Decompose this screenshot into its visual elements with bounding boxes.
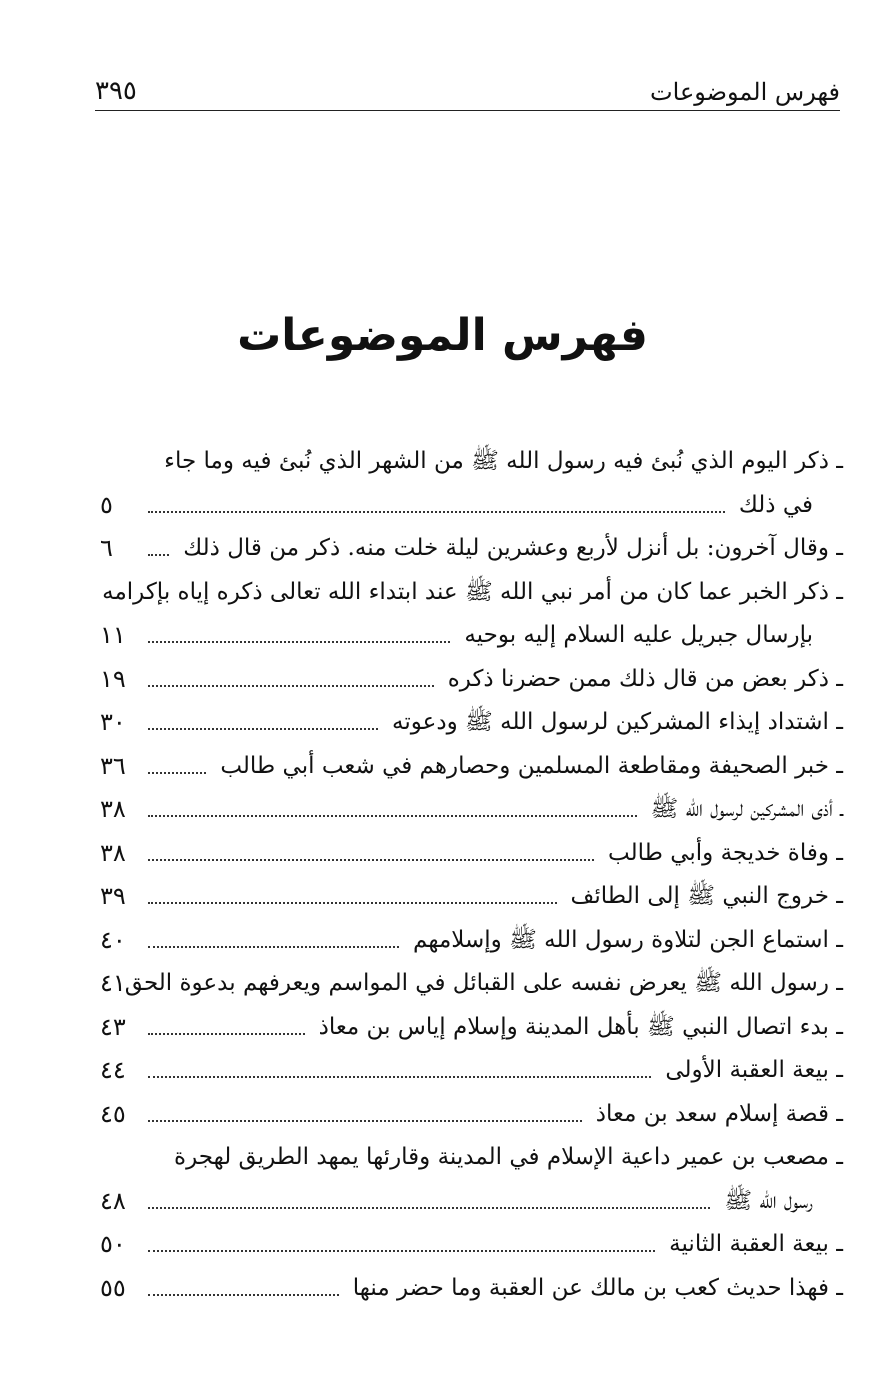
dot-leader xyxy=(148,728,378,730)
toc-entry xyxy=(100,658,843,702)
toc-page-number: ٤٣ xyxy=(100,1012,126,1041)
toc-entry xyxy=(100,1180,843,1224)
toc-entry-title: ـ بدء اتصال النبي ﷺ بأهل المدينة وإسلام إياس بن معاذ xyxy=(318,1013,843,1040)
toc-entry xyxy=(100,745,843,789)
toc-page-number: ٥٠ xyxy=(100,1230,126,1258)
toc-entry xyxy=(100,1093,843,1137)
dot-leader xyxy=(148,685,434,687)
toc-entry xyxy=(100,1006,843,1050)
dot-leader xyxy=(148,1076,651,1078)
dot-leader xyxy=(148,772,206,774)
page-title: فهرس الموضوعات xyxy=(237,310,648,361)
running-header xyxy=(95,70,840,111)
dot-leader xyxy=(148,815,637,817)
toc-entry xyxy=(100,1223,843,1267)
toc-entry xyxy=(100,614,843,658)
dot-leader xyxy=(148,641,450,643)
dot-leader xyxy=(148,1207,710,1209)
toc-page-number: ٣٠ xyxy=(100,708,126,736)
toc-page-number: ٥٥ xyxy=(100,1273,126,1302)
toc-entry-title: ـ وقال آخرون: بل أنزل لأربع وعشرين ليلة خلت منه. ذكر من قال ذلك xyxy=(183,535,843,561)
toc-entry xyxy=(100,1049,843,1093)
toc-entry xyxy=(100,701,843,745)
toc-entry xyxy=(100,440,843,484)
toc-entry-title: بإرسال جبريل عليه السلام إليه بوحيه xyxy=(464,622,813,648)
toc-page-number: ٣٨ xyxy=(100,795,126,823)
dot-leader xyxy=(148,946,399,948)
toc-entry-title: ـ فهذا حديث كعب بن مالك عن العقبة وما حضر منها xyxy=(352,1274,843,1301)
toc-entry xyxy=(100,571,843,615)
toc-entry-title: ـ رسول الله ﷺ يعرض نفسه على القبائل في المواسم ويعرفهم بدعوة الحق xyxy=(124,970,843,996)
toc-page-number: ٤١ xyxy=(100,969,126,997)
toc-entry-title: ـ خبر الصحيفة ومقاطعة المسلمين وحصارهم في شعب أبي طالب xyxy=(220,752,843,779)
toc-page-number: ١١ xyxy=(100,621,126,649)
toc-entry xyxy=(100,1136,843,1180)
table-of-contents xyxy=(100,440,843,1310)
toc-entry-title: رسول الله ﷺ xyxy=(724,1187,813,1214)
toc-entry-title: ـ خروج النبي ﷺ إلى الطائف xyxy=(570,883,843,909)
page-number: ٣٩٥ xyxy=(95,76,137,106)
toc-page-number: ١٩ xyxy=(100,664,126,693)
toc-entry-title: ـ اشتداد إيذاء المشركين لرسول الله ﷺ ودعوته xyxy=(392,709,843,735)
toc-page-number: ٣٦ xyxy=(100,751,126,780)
toc-entry-title: ـ وفاة خديجة وأبي طالب xyxy=(608,839,843,866)
toc-entry xyxy=(100,875,843,919)
toc-entry xyxy=(100,484,843,528)
toc-entry-title: في ذلك xyxy=(738,491,813,518)
toc-entry-title: ـ بيعة العقبة الثانية xyxy=(669,1231,843,1257)
dot-leader xyxy=(148,1120,582,1122)
toc-page-number: ٣٨ xyxy=(100,838,126,867)
toc-entry-title: ـ مصعب بن عمير داعية الإسلام في المدينة وقارئها يمهد الطريق لهجرة xyxy=(174,1144,843,1170)
dot-leader xyxy=(148,1033,305,1035)
dot-leader xyxy=(148,554,169,556)
dot-leader xyxy=(148,511,725,513)
toc-entry xyxy=(100,919,843,963)
toc-page-number: ٤٨ xyxy=(100,1186,126,1215)
toc-entry-title: ـ أذى المشركين لرسول الله ﷺ xyxy=(650,796,843,822)
toc-page-number: ٤٥ xyxy=(100,1099,126,1128)
toc-page-number: ٦ xyxy=(100,534,113,562)
dot-leader xyxy=(148,1294,339,1296)
toc-entry-title: ـ ذكر بعض من قال ذلك ممن حضرنا ذكره xyxy=(447,665,843,692)
toc-page-number: ٣٩ xyxy=(100,882,126,910)
toc-entry xyxy=(100,832,843,876)
toc-entry xyxy=(100,962,843,1006)
toc-entry-title: ـ بيعة العقبة الأولى xyxy=(665,1057,843,1083)
toc-entry-title: ـ ذكر الخبر عما كان من أمر نبي الله ﷺ عند ابتداء الله تعالى ذكره إياه بإكرامه xyxy=(102,578,843,605)
toc-entry xyxy=(100,788,843,832)
toc-entry xyxy=(100,527,843,571)
dot-leader xyxy=(148,902,557,904)
toc-entry-title: ـ قصة إسلام سعد بن معاذ xyxy=(595,1100,843,1127)
dot-leader xyxy=(148,1250,655,1252)
running-title: فهرس الموضوعات xyxy=(650,78,840,106)
toc-entry xyxy=(100,1267,843,1311)
toc-page-number: ٤٠ xyxy=(100,925,126,954)
toc-page-number: ٤٤ xyxy=(100,1056,126,1084)
dot-leader xyxy=(148,859,594,861)
toc-entry-title: ـ استماع الجن لتلاوة رسول الله ﷺ وإسلامهم xyxy=(413,926,843,953)
toc-page-number: ٥ xyxy=(100,490,113,519)
toc-entry-title: ـ ذكر اليوم الذي نُبئ فيه رسول الله ﷺ من الشهر الذي نُبئ فيه وما جاء xyxy=(164,448,843,474)
